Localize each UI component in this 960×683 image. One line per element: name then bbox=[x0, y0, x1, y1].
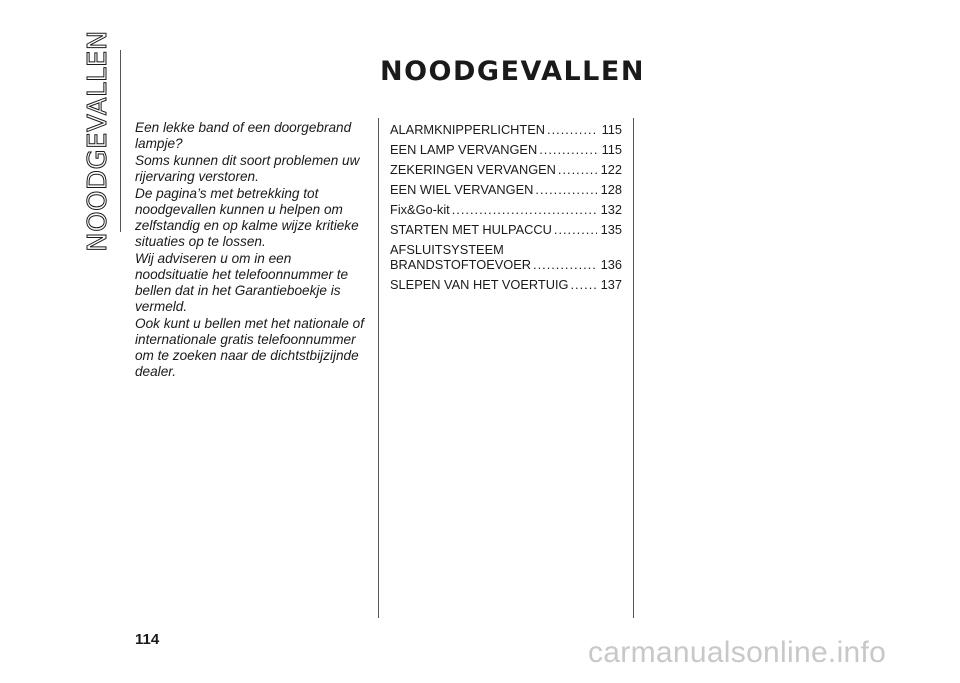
toc-leader-dots bbox=[554, 222, 597, 237]
toc-leader-dots bbox=[547, 122, 598, 137]
toc-entry-page: 115 bbox=[601, 122, 622, 137]
page-heading: NOODGEVALLEN bbox=[380, 56, 645, 87]
toc-entry-title: SLEPEN VAN HET VOERTUIG bbox=[390, 277, 569, 292]
toc-entry-title: Fix&Go-kit bbox=[390, 202, 450, 217]
toc-entry[interactable] bbox=[390, 142, 622, 157]
toc-entry-title: EEN WIEL VERVANGEN bbox=[390, 182, 534, 197]
toc-entry-page: 136 bbox=[600, 257, 622, 272]
toc-leader-dots bbox=[571, 277, 597, 292]
toc-entry[interactable] bbox=[390, 162, 622, 177]
intro-text bbox=[135, 120, 367, 381]
page-number: 114 bbox=[135, 631, 160, 648]
watermark: carmanualsonline.info bbox=[588, 636, 887, 669]
toc-leader-dots bbox=[539, 142, 597, 157]
toc-entry-page: 132 bbox=[600, 202, 622, 217]
toc-entry-title: ZEKERINGEN VERVANGEN bbox=[390, 162, 556, 177]
side-divider bbox=[120, 50, 121, 232]
toc-leader-dots bbox=[533, 257, 597, 272]
toc-entry-title: STARTEN MET HULPACCU bbox=[390, 222, 552, 237]
toc-right-divider bbox=[633, 118, 634, 618]
toc-leader-dots bbox=[535, 182, 596, 197]
toc-entry-title: EEN LAMP VERVANGEN bbox=[390, 142, 538, 157]
toc-entry[interactable] bbox=[390, 222, 622, 237]
toc-leader-dots bbox=[452, 202, 597, 217]
toc-entry[interactable] bbox=[390, 122, 622, 137]
intro-paragraph: Soms kunnen dit soort problemen uw rijervaring verstoren. bbox=[135, 153, 360, 184]
intro-paragraph: Een lekke band of een doorgebrand lampje? bbox=[135, 120, 352, 151]
table-of-contents bbox=[390, 122, 622, 297]
toc-left-divider bbox=[378, 118, 379, 618]
intro-paragraph: De pagina’s met betrekking tot noodgevallen kunnen u helpen om zelfstandig en op kalme wijze kritieke situaties op te lossen. bbox=[135, 186, 359, 249]
toc-entry[interactable] bbox=[390, 242, 622, 272]
toc-entry-page: 128 bbox=[600, 182, 622, 197]
toc-entry-page: 115 bbox=[601, 142, 622, 157]
toc-entry[interactable] bbox=[390, 277, 622, 292]
toc-entry[interactable] bbox=[390, 182, 622, 197]
intro-paragraph: Ook kunt u bellen met het nationale of internationale gratis telefoonnummer om te zoeken naar de dichtstbijzijnde dealer. bbox=[135, 316, 364, 379]
section-side-title-text: NOODGEVALLEN bbox=[83, 30, 114, 252]
toc-entry-page: 137 bbox=[600, 277, 622, 292]
toc-entry-page: 122 bbox=[600, 162, 622, 177]
toc-entry-page: 135 bbox=[600, 222, 622, 237]
toc-entry[interactable] bbox=[390, 202, 622, 217]
toc-leader-dots bbox=[558, 162, 597, 177]
toc-entry-title: AFSLUITSYSTEEM BRANDSTOFTOEVOER bbox=[390, 242, 532, 272]
intro-paragraph: Wij adviseren u om in een noodsituatie het telefoonnummer te bellen dat in het Garantieboekje is vermeld. bbox=[135, 251, 349, 314]
section-side-title bbox=[83, 30, 114, 252]
toc-entry-title: ALARMKNIPPERLICHTEN bbox=[390, 122, 546, 137]
